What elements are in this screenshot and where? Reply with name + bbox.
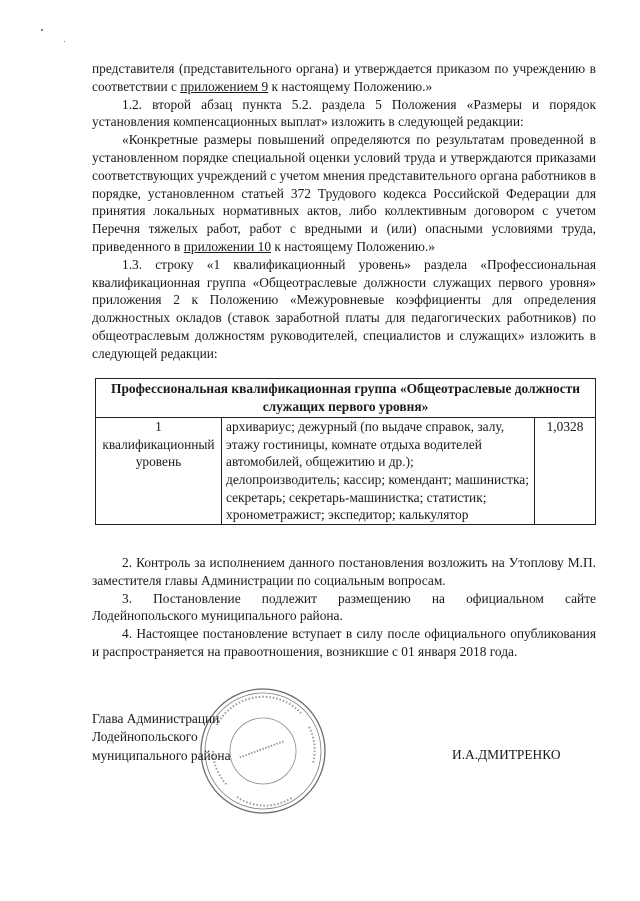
body-lower <box>92 554 596 661</box>
scan-speck <box>41 29 43 31</box>
paragraph-2: 2. Контроль за исполнением данного постановления возложить на Утоплову М.П. заместителя главы Администрации по социальным вопросам. <box>92 555 596 588</box>
scan-speck <box>64 41 65 42</box>
signatory-name: И.А.ДМИТРЕНКО <box>452 747 561 762</box>
signature-title-line3: муниципального района <box>92 747 231 763</box>
signature-title-line2: Лодейнопольского <box>92 729 198 745</box>
signature-block <box>92 710 231 765</box>
paragraph-1-3: 1.3. строку «1 квалификационный уровень» раздела «Профессиональная квалификационная группа «Общеотраслевые должности служащих первого уровня» приложения 2 к Положению «Межуровневые коэффициенты для определения должностных окладов (ставок заработной платы для педагогических работников) по общеотраслевым должностям руководителей, специалистов и служащих» изложить в следующей редакции: <box>92 256 596 361</box>
table-header: Профессиональная квалификационная группа «Общеотраслевые должности служащих первого уровня» <box>96 379 596 418</box>
appendix-9-link: приложением 9 <box>180 78 269 94</box>
paragraph-quote: «Конкретные размеры повышений определяются по результатам проведенной в установленном порядке специальной оценки условий труда и утверждаются приказами соответствующих учреждений с учетом мнения представительного органа работников в порядке, установленном статьей 372 Трудового кодекса Российской Федерации для принятия локальных нормативных актов, либо коллективным договором с учетом Перечня тяжелых работ, работ с вредными и (или) опасными условиями труда, приведенного в приложении 10 к настоящему Положению.» <box>92 132 596 254</box>
paragraph-1-2: 1.2. второй абзац пункта 5.2. раздела 5 Положения «Размеры и порядок установления компенсационных выплат» изложить в следующей редакции: <box>92 96 596 130</box>
qualification-table <box>95 378 596 525</box>
table-header-row <box>96 379 596 418</box>
paragraph-3: 3. Постановление подлежит размещению на официальном сайте Лодейнопольского муниципального района. <box>92 590 596 624</box>
paragraph-continuation: представителя (представительного органа) и утверждается приказом по учреждению в соответствии с приложением 9 к настоящему Положению.» <box>92 61 596 94</box>
coefficient-cell: 1,0328 <box>535 418 596 525</box>
signature-title-line1: Глава Администрации <box>92 711 220 726</box>
table-row <box>96 418 596 525</box>
paragraph-4: 4. Настоящее постановление вступает в силу после официального опубликования и распространяется на правоотношения, возникшие с 01 января 2018 года. <box>92 626 596 659</box>
appendix-10-link: приложении 10 <box>183 238 272 254</box>
positions-cell: архивариус; дежурный (по выдаче справок, залу, этажу гостиницы, комнате отдыха водителей автомобилей, общежитию и др.); делопроизводитель; кассир; комендант; машинистка; секретарь; секретарь-машинистка; статистик; хронометражист; экспедитор; калькулятор <box>222 418 535 525</box>
qualification-level-cell: 1 квалификационный уровень <box>96 418 222 525</box>
body-upper <box>92 60 596 363</box>
